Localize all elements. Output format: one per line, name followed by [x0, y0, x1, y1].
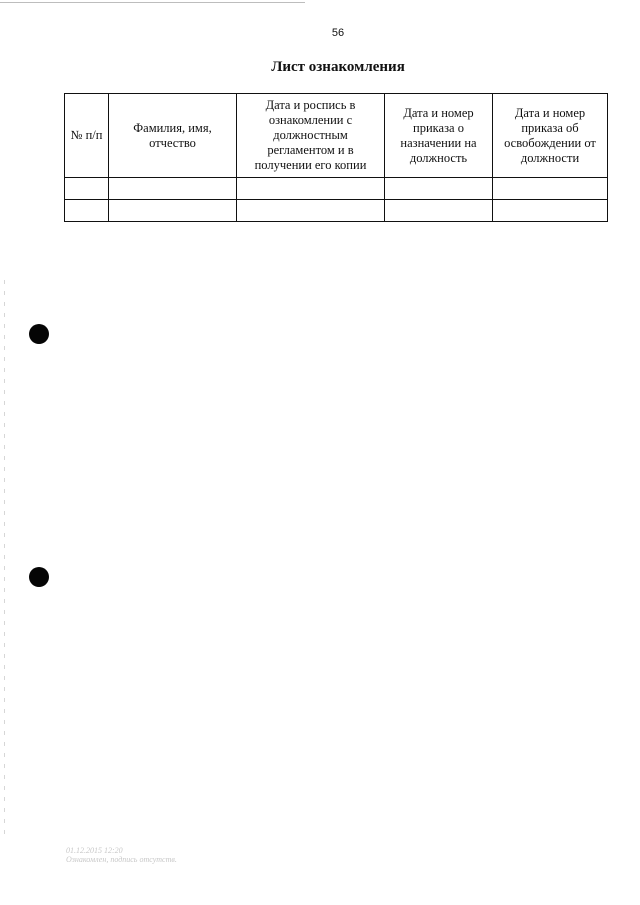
table-cell[interactable]	[237, 200, 385, 222]
column-header-dismissal-order: Дата и номер приказа об освобождении от должности	[493, 94, 608, 178]
table-cell[interactable]	[385, 200, 493, 222]
table-cell[interactable]	[493, 178, 608, 200]
table-header-row	[65, 94, 608, 178]
table-row	[65, 200, 608, 222]
column-header-full-name: Фамилия, имя, отчество	[109, 94, 237, 178]
table-cell[interactable]	[109, 178, 237, 200]
column-header-signature-date: Дата и роспись в ознакомлении с должностным регламентом и в получении его копии	[237, 94, 385, 178]
scan-stamp-line: 01.12.2015 12:20	[66, 846, 123, 855]
table-cell[interactable]	[237, 178, 385, 200]
punch-hole	[29, 324, 49, 344]
acknowledgement-table	[64, 93, 608, 222]
scan-edge	[4, 280, 5, 840]
table-cell[interactable]	[65, 200, 109, 222]
column-header-number: № п/п	[65, 94, 109, 178]
punch-hole	[29, 567, 49, 587]
scan-stamp-line: Ознакомлен, подпись отсутств.	[66, 855, 177, 864]
page-title: Лист ознакомления	[271, 59, 405, 75]
table-row	[65, 178, 608, 200]
table-cell[interactable]	[65, 178, 109, 200]
table-cell[interactable]	[109, 200, 237, 222]
table-cell[interactable]	[493, 200, 608, 222]
column-header-appointment-order: Дата и номер приказа о назначении на должность	[385, 94, 493, 178]
top-rule	[0, 2, 305, 3]
page-number: 56	[331, 27, 345, 39]
table-cell[interactable]	[385, 178, 493, 200]
